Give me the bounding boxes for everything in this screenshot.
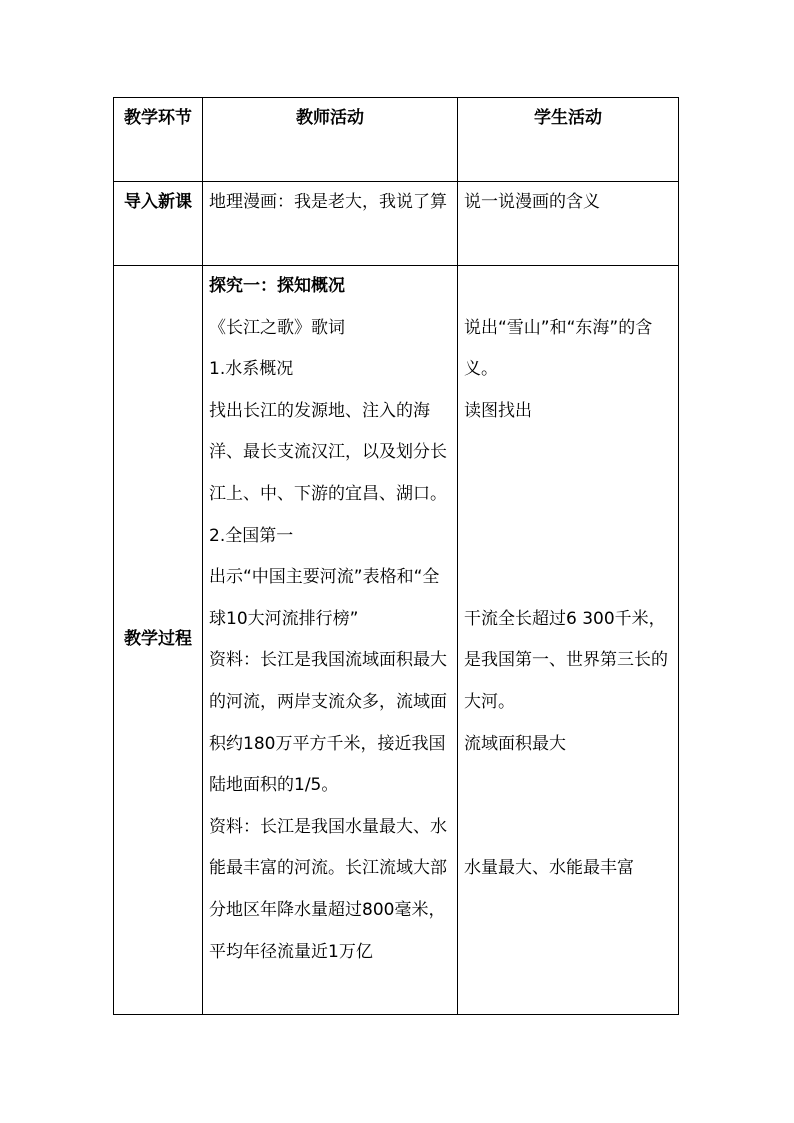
lesson-plan-table xyxy=(113,97,679,1015)
task-find-locations: 找出长江的发源地、注入的海洋、最长支流汉江，以及划分长江上、中、下游的宜昌、湖口。 xyxy=(209,400,447,504)
student-basin-largest: 流域面积最大 xyxy=(464,733,566,754)
section-water-system: 1.水系概况 xyxy=(209,359,294,380)
header-student: 学生活动 xyxy=(458,98,679,182)
process-stage: 教学过程 xyxy=(114,266,203,1015)
process-row xyxy=(114,266,679,1015)
material-basin-area: 资料：长江是我国流域面积最大的河流，两岸支流众多，流域面积约180万平方千米，接近我国陆地面积的1/5。 xyxy=(209,650,447,796)
show-tables: 出示“中国主要河流”表格和“全球10大河流排行榜” xyxy=(209,567,440,629)
intro-row xyxy=(114,182,679,266)
process-student xyxy=(458,266,679,1015)
header-row xyxy=(114,98,679,182)
header-stage: 教学环节 xyxy=(114,98,203,182)
section-national-first: 2.全国第一 xyxy=(209,525,294,546)
student-water-largest: 水量最大、水能最丰富 xyxy=(464,858,634,879)
student-read-map: 读图找出 xyxy=(464,400,532,421)
intro-teacher: 地理漫画：我是老大，我说了算 xyxy=(203,182,458,266)
student-length: 干流全长超过6 300千米，是我国第一、世界第三长的大河。 xyxy=(464,608,668,712)
intro-student: 说一说漫画的含义 xyxy=(458,182,679,266)
header-teacher: 教师活动 xyxy=(203,98,458,182)
inquiry-title: 探究一：探知概况 xyxy=(209,276,345,296)
song-lyrics: 《长江之歌》歌词 xyxy=(209,317,345,338)
material-water-volume: 资料：长江是我国水量最大、水能最丰富的河流。长江流域大部分地区年降水量超过800毫米，平均年径流量近1万亿 xyxy=(209,816,447,962)
intro-stage: 导入新课 xyxy=(114,182,203,266)
process-teacher xyxy=(203,266,458,1015)
student-snow-sea: 说出“雪山”和“东海”的含义。 xyxy=(464,317,653,380)
